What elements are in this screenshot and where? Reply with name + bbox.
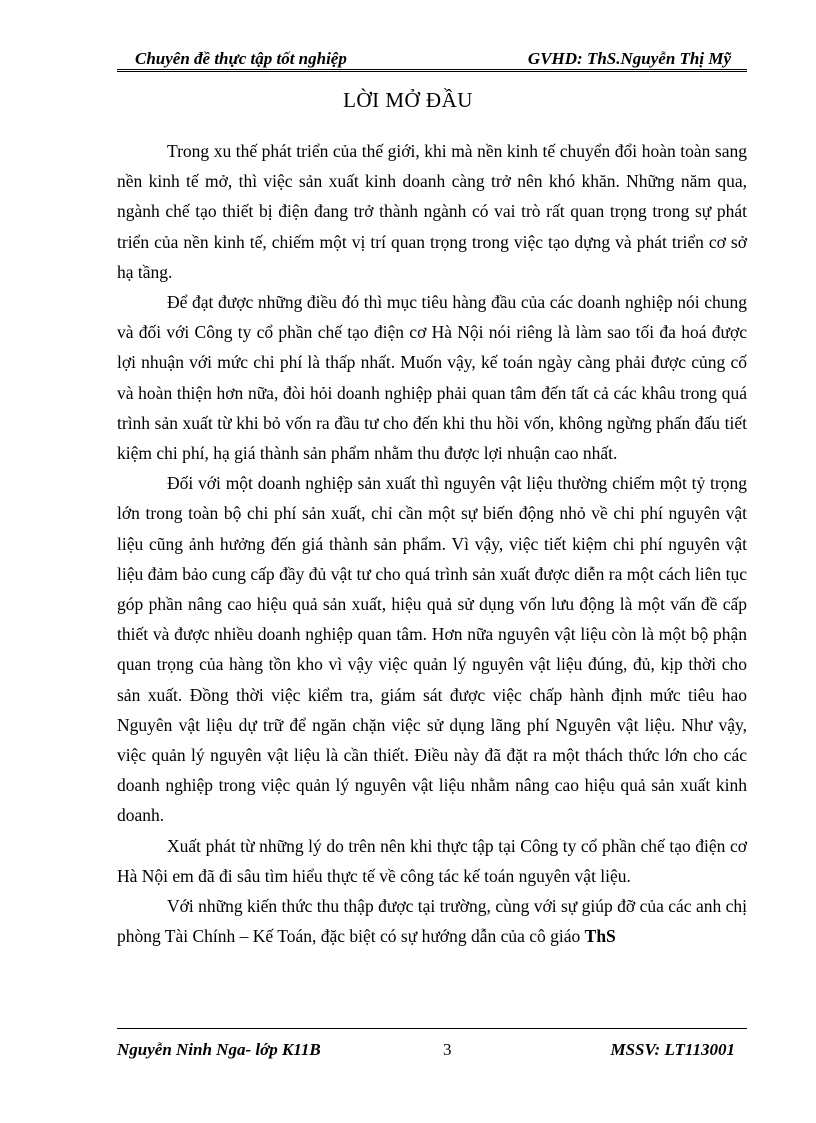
paragraph-3: Đối với một doanh nghiệp sản xuất thì nguyên vật liệu thường chiếm một tỷ trọng lớn trong toàn bộ chi phí sản xuất, chỉ cần một sự biến động nhỏ về chi phí nguyên vật liệu cũng ảnh hưởng đến giá thành sản phẩm. Vì vậy, việc tiết kiệm chi phí nguyên vật liệu đảm bảo cung cấp đầy đủ vật tư cho quá trình sản xuất được diễn ra một cách liên tục góp phần nâng cao hiệu quả sản xuất, hiệu quả sử dụng vốn lưu động là một vấn đề cấp thiết và được nhiều doanh nghiệp quan tâm. Hơn nữa nguyên vật liệu còn là một bộ phận quan trọng của hàng tồn kho vì vậy việc quản lý nguyên vật liệu đúng, đủ, kịp thời cho sản xuất. Đồng thời việc kiểm tra, giám sát được việc chấp hành định mức tiêu hao Nguyên vật liệu dự trữ để ngăn chặn việc sử dụng lãng phí Nguyên vật liệu. Như vậy, việc quản lý nguyên vật liệu là cần thiết. Điều này đã đặt ra một thách thức lớn cho các doanh nghiệp trong việc quản lý nguyên vật liệu nhằm nâng cao hiệu quả sản xuất kinh doanh. (117, 473, 747, 826)
paragraph-5-text: Với những kiến thức thu thập được tại trường, cùng với sự giúp đỡ của các anh chị phòng Tài Chính – Kế Toán, đặc biệt có sự hướng dẫn của cô giáo (117, 896, 747, 947)
body-text (117, 136, 747, 951)
paragraph-1: Trong xu thế phát triển của thế giới, khi mà nền kinh tế chuyển đổi hoàn toàn sang nền kinh tế mở, thì việc sản xuất kinh doanh càng trở nên khó khăn. Những năm qua, ngành chế tạo thiết bị điện đang trở thành ngành có vai trò rất quan trọng trong sự phát triển của nền kinh tế, chiếm một vị trí quan trọng trong việc tạo dựng và phát triển cơ sở hạ tầng. (117, 141, 747, 282)
page-number: 3 (443, 1040, 452, 1059)
header-right-text: GVHD: ThS.Nguyễn Thị Mỹ (527, 49, 731, 68)
page-title: LỜI MỞ ĐẦU (343, 88, 473, 112)
footer-author: Nguyễn Ninh Nga- lớp K11B (117, 1040, 321, 1059)
footer-student-id: MSSV: LT113001 (610, 1040, 735, 1059)
footer-divider (117, 1028, 747, 1029)
page-header (117, 47, 747, 72)
paragraph-5-bold: ThS (584, 926, 616, 947)
header-left-text: Chuyên đề thực tập tốt nghiệp (135, 49, 347, 68)
page-footer (117, 1040, 747, 1064)
paragraph-2: Để đạt được những điều đó thì mục tiêu hàng đầu của các doanh nghiệp nói chung và đối với Công ty cổ phần chế tạo điện cơ Hà Nội nói riêng là làm sao tối đa hoá được lợi nhuận với mức chi phí là thấp nhất. Muốn vậy, kế toán ngày càng phải được củng cố và hoàn thiện hơn nữa, đòi hỏi doanh nghiệp phải quan tâm đến tất cả các khâu trong quá trình sản xuất từ khi bỏ vốn ra đầu tư cho đến khi thu hồi vốn, không ngừng phấn đấu tiết kiệm chi phí, hạ giá thành sản phẩm nhằm thu được lợi nhuận cao nhất. (117, 292, 747, 464)
paragraph-5 (117, 891, 747, 951)
paragraph-4: Xuất phát từ những lý do trên nên khi thực tập tại Công ty cổ phần chế tạo điện cơ Hà Nội em đã đi sâu tìm hiểu thực tế về công tác kế toán nguyên vật liệu. (117, 835, 747, 886)
